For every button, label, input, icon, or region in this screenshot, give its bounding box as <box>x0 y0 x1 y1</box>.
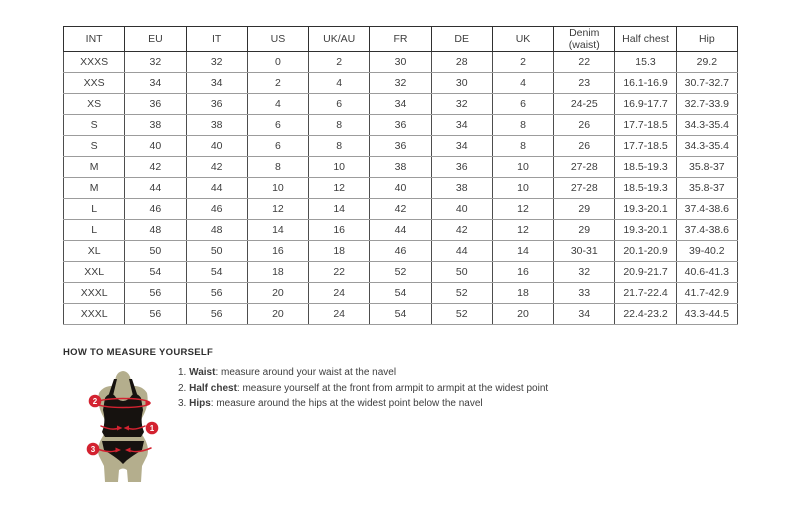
size-cell: 19.3-20.1 <box>615 199 676 220</box>
column-header: FR <box>370 27 431 52</box>
size-cell: 2 <box>309 52 370 73</box>
size-row <box>64 199 738 220</box>
column-header: UK <box>492 27 553 52</box>
size-cell: 32 <box>370 73 431 94</box>
size-cell: 38 <box>431 178 492 199</box>
size-cell: 19.3-20.1 <box>615 220 676 241</box>
size-cell: 52 <box>431 304 492 325</box>
size-cell: 36 <box>125 94 186 115</box>
step-label: Half chest <box>189 382 237 394</box>
size-cell: 42 <box>370 199 431 220</box>
size-cell: 8 <box>309 115 370 136</box>
size-cell: 46 <box>186 199 247 220</box>
column-header: Half chest <box>615 27 676 52</box>
size-cell: 30.7-32.7 <box>676 73 737 94</box>
size-chart-body <box>64 52 738 325</box>
size-cell: 23 <box>554 73 615 94</box>
size-cell: 14 <box>492 241 553 262</box>
size-cell: 18.5-19.3 <box>615 178 676 199</box>
size-cell: M <box>64 157 125 178</box>
size-cell: 56 <box>186 283 247 304</box>
size-chart-header <box>64 27 738 52</box>
size-cell: 48 <box>186 220 247 241</box>
size-row <box>64 304 738 325</box>
size-cell: 24 <box>309 283 370 304</box>
step-text: : measure around your waist at the navel <box>215 367 397 378</box>
size-cell: 44 <box>370 220 431 241</box>
column-header: Denim (waist) <box>554 27 615 52</box>
size-cell: 40.6-41.3 <box>676 262 737 283</box>
column-header: EU <box>125 27 186 52</box>
size-cell: XS <box>64 94 125 115</box>
size-cell: 18.5-19.3 <box>615 157 676 178</box>
size-cell: 12 <box>247 199 308 220</box>
size-row <box>64 157 738 178</box>
size-row <box>64 178 738 199</box>
size-row <box>64 73 738 94</box>
size-cell: 34 <box>554 304 615 325</box>
size-cell: 34 <box>186 73 247 94</box>
size-cell: 48 <box>125 220 186 241</box>
column-header: DE <box>431 27 492 52</box>
size-cell: 56 <box>186 304 247 325</box>
header-row <box>64 27 738 52</box>
size-cell: 12 <box>492 199 553 220</box>
size-cell: 42 <box>125 157 186 178</box>
measure-steps-list <box>178 368 548 415</box>
size-cell: 4 <box>309 73 370 94</box>
size-cell: 34.3-35.4 <box>676 136 737 157</box>
size-cell: 33 <box>554 283 615 304</box>
size-cell: 34.3-35.4 <box>676 115 737 136</box>
size-cell: 26 <box>554 115 615 136</box>
size-cell: 37.4-38.6 <box>676 220 737 241</box>
size-cell: 26 <box>554 136 615 157</box>
size-cell: 6 <box>492 94 553 115</box>
size-cell: 18 <box>492 283 553 304</box>
size-cell: 27-28 <box>554 157 615 178</box>
size-cell: 32 <box>431 94 492 115</box>
size-cell: 37.4-38.6 <box>676 199 737 220</box>
size-chart-table <box>63 26 738 325</box>
size-cell: 20.1-20.9 <box>615 241 676 262</box>
size-cell: 34 <box>370 94 431 115</box>
step-number: 2. <box>178 382 187 394</box>
column-header: UK/AU <box>309 27 370 52</box>
size-cell: 46 <box>125 199 186 220</box>
measure-step-waist <box>178 368 548 378</box>
step-number: 1. <box>178 367 187 378</box>
size-cell: 29 <box>554 199 615 220</box>
size-cell: 16.9-17.7 <box>615 94 676 115</box>
measurement-figure-illustration <box>84 370 164 484</box>
size-row <box>64 241 738 262</box>
size-cell: 22 <box>309 262 370 283</box>
size-cell: 50 <box>125 241 186 262</box>
size-cell: 40 <box>370 178 431 199</box>
size-cell: 12 <box>492 220 553 241</box>
size-cell: 29.2 <box>676 52 737 73</box>
size-cell: 36 <box>431 157 492 178</box>
size-cell: 0 <box>247 52 308 73</box>
size-cell: 32 <box>554 262 615 283</box>
size-cell: 8 <box>492 115 553 136</box>
size-cell: XXL <box>64 262 125 283</box>
size-cell: 42 <box>431 220 492 241</box>
size-row <box>64 52 738 73</box>
size-cell: 2 <box>247 73 308 94</box>
size-cell: 56 <box>125 283 186 304</box>
size-cell: 6 <box>247 115 308 136</box>
size-cell: 16 <box>492 262 553 283</box>
size-cell: 40 <box>431 199 492 220</box>
size-cell: 44 <box>125 178 186 199</box>
size-cell: 10 <box>492 157 553 178</box>
size-cell: 30 <box>370 52 431 73</box>
size-cell: L <box>64 199 125 220</box>
size-cell: 54 <box>370 304 431 325</box>
size-cell: 32.7-33.9 <box>676 94 737 115</box>
size-cell: 44 <box>431 241 492 262</box>
size-cell: 54 <box>186 262 247 283</box>
size-cell: 36 <box>370 115 431 136</box>
size-cell: 17.7-18.5 <box>615 115 676 136</box>
size-cell: 22.4-23.2 <box>615 304 676 325</box>
size-row <box>64 94 738 115</box>
size-cell: XXXS <box>64 52 125 73</box>
size-cell: 38 <box>125 115 186 136</box>
size-cell: 14 <box>247 220 308 241</box>
size-cell: 35.8-37 <box>676 157 737 178</box>
size-cell: 28 <box>431 52 492 73</box>
size-cell: 10 <box>309 157 370 178</box>
size-cell: 30 <box>431 73 492 94</box>
size-cell: 8 <box>309 136 370 157</box>
size-row <box>64 115 738 136</box>
size-cell: 29 <box>554 220 615 241</box>
size-cell: 14 <box>309 199 370 220</box>
size-cell: 41.7-42.9 <box>676 283 737 304</box>
size-cell: 52 <box>431 283 492 304</box>
size-cell: 44 <box>186 178 247 199</box>
column-header: IT <box>186 27 247 52</box>
size-cell: 6 <box>247 136 308 157</box>
size-cell: S <box>64 115 125 136</box>
size-row <box>64 283 738 304</box>
size-cell: 16 <box>247 241 308 262</box>
size-cell: 24 <box>309 304 370 325</box>
size-cell: 15.3 <box>615 52 676 73</box>
measure-step-hips <box>178 399 548 409</box>
size-cell: 20 <box>247 283 308 304</box>
size-cell: 34 <box>431 136 492 157</box>
size-cell: 38 <box>186 115 247 136</box>
size-cell: 27-28 <box>554 178 615 199</box>
size-cell: 34 <box>125 73 186 94</box>
size-cell: L <box>64 220 125 241</box>
size-cell: 18 <box>247 262 308 283</box>
size-cell: 2 <box>492 52 553 73</box>
size-cell: 34 <box>431 115 492 136</box>
size-cell: 8 <box>492 136 553 157</box>
measure-step-half-chest <box>178 384 548 394</box>
size-cell: 12 <box>309 178 370 199</box>
size-row <box>64 262 738 283</box>
size-row <box>64 220 738 241</box>
size-cell: 10 <box>492 178 553 199</box>
size-cell: XXXL <box>64 304 125 325</box>
size-cell: XL <box>64 241 125 262</box>
column-header: INT <box>64 27 125 52</box>
size-cell: XXXL <box>64 283 125 304</box>
size-cell: 36 <box>186 94 247 115</box>
size-chart-section <box>63 26 738 325</box>
size-cell: 38 <box>370 157 431 178</box>
size-cell: XXS <box>64 73 125 94</box>
waist-badge-number: 1 <box>149 424 155 433</box>
size-cell: 50 <box>186 241 247 262</box>
size-cell: 20.9-21.7 <box>615 262 676 283</box>
size-cell: 8 <box>247 157 308 178</box>
size-cell: 42 <box>186 157 247 178</box>
size-cell: 18 <box>309 241 370 262</box>
measure-section-title: HOW TO MEASURE YOURSELF <box>63 347 214 358</box>
size-row <box>64 136 738 157</box>
size-cell: 54 <box>125 262 186 283</box>
size-cell: M <box>64 178 125 199</box>
size-cell: 56 <box>125 304 186 325</box>
size-cell: 16.1-16.9 <box>615 73 676 94</box>
size-cell: 22 <box>554 52 615 73</box>
size-cell: 6 <box>309 94 370 115</box>
size-cell: S <box>64 136 125 157</box>
size-cell: 24-25 <box>554 94 615 115</box>
size-cell: 36 <box>370 136 431 157</box>
size-cell: 32 <box>186 52 247 73</box>
size-cell: 21.7-22.4 <box>615 283 676 304</box>
size-cell: 40 <box>186 136 247 157</box>
size-cell: 54 <box>370 283 431 304</box>
step-label: Hips <box>189 398 211 409</box>
half-chest-badge-number: 2 <box>92 397 98 406</box>
step-label: Waist <box>189 367 216 378</box>
size-cell: 52 <box>370 262 431 283</box>
size-cell: 46 <box>370 241 431 262</box>
step-text: : measure around the hips at the widest point below the navel <box>210 398 483 409</box>
size-cell: 35.8-37 <box>676 178 737 199</box>
size-cell: 4 <box>247 94 308 115</box>
size-cell: 30-31 <box>554 241 615 262</box>
size-cell: 40 <box>125 136 186 157</box>
size-cell: 17.7-18.5 <box>615 136 676 157</box>
column-header: US <box>247 27 308 52</box>
size-cell: 4 <box>492 73 553 94</box>
size-cell: 39-40.2 <box>676 241 737 262</box>
size-cell: 43.3-44.5 <box>676 304 737 325</box>
step-number: 3. <box>178 398 187 409</box>
size-cell: 20 <box>247 304 308 325</box>
size-cell: 10 <box>247 178 308 199</box>
hips-badge-number: 3 <box>90 445 96 454</box>
size-cell: 20 <box>492 304 553 325</box>
column-header: Hip <box>676 27 737 52</box>
size-cell: 16 <box>309 220 370 241</box>
size-cell: 50 <box>431 262 492 283</box>
step-text: : measure yourself at the front from armpit to armpit at the widest point <box>236 382 549 394</box>
size-cell: 32 <box>125 52 186 73</box>
